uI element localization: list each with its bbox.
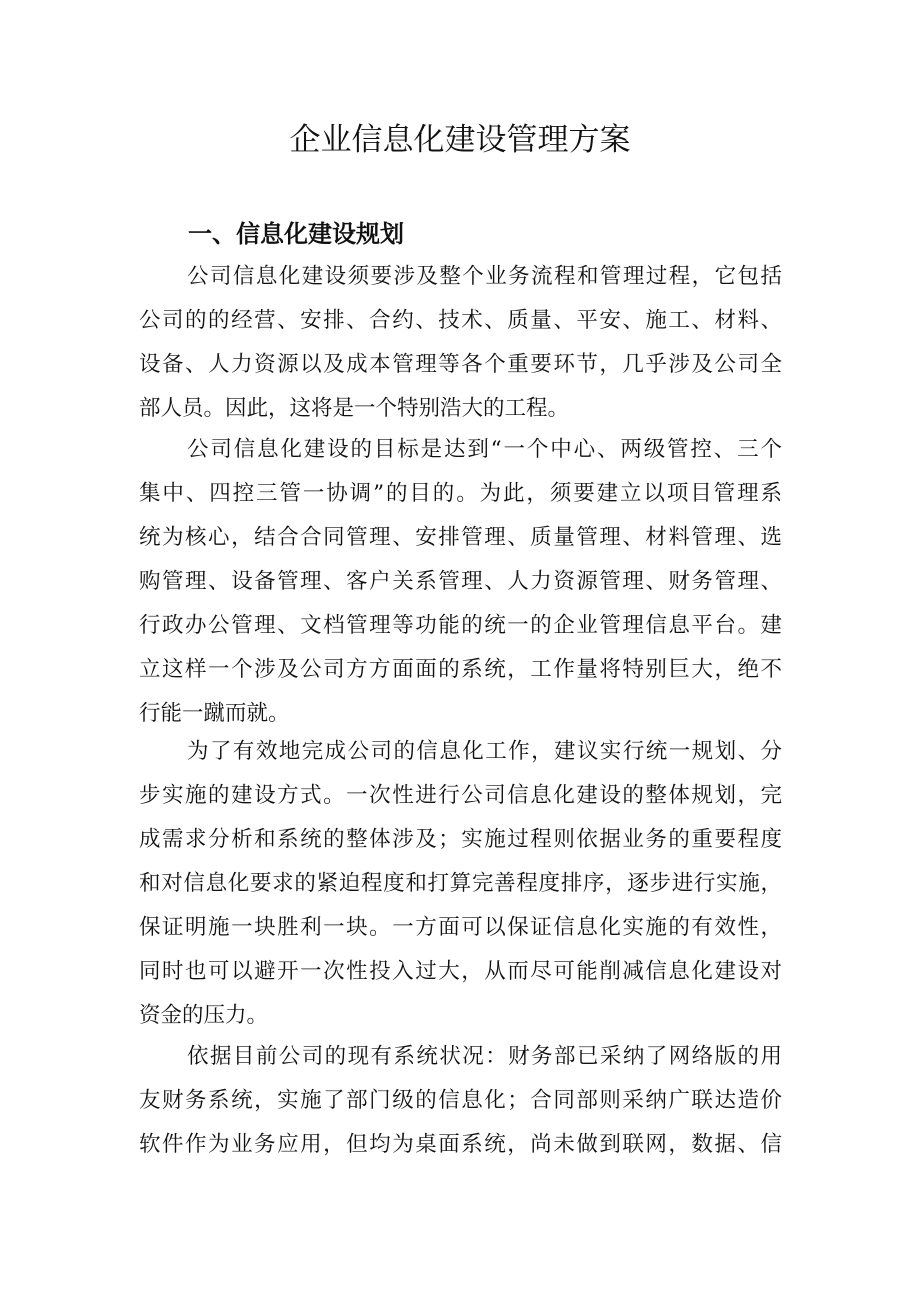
- paragraph-line: 和对信息化要求的紧迫程度和打算完善程度排序，逐步进行实施，: [139, 871, 782, 896]
- paragraph-line: 软件作为业务应用，但均为桌面系统，尚未做到联网，数据、信: [139, 1132, 782, 1157]
- paragraph-line: 资金的压力。: [139, 1003, 269, 1028]
- section-heading: 一、信息化建设规划: [188, 220, 404, 248]
- paragraph-4: [139, 1035, 782, 1167]
- paragraph-line: 友财务系统，实施了部门级的信息化；合同部则采纳广联达造价: [139, 1088, 782, 1113]
- document-title: 企业信息化建设管理方案: [289, 122, 631, 158]
- paragraph-line: 部人员。因此，这将是一个特别浩大的工程。: [139, 396, 570, 421]
- paragraph-line: 公司信息化建设须要涉及整个业务流程和管理过程，它包括: [187, 264, 782, 289]
- paragraph-line: 公司的的经营、安排、合约、技术、质量、平安、施工、材料、: [139, 308, 782, 333]
- paragraph-line: 步实施的建设方式。一次性进行公司信息化建设的整体规划，完: [139, 783, 782, 808]
- paragraph-line: 为了有效地完成公司的信息化工作，建议实行统一规划、分: [187, 739, 782, 764]
- paragraph-line: 公司信息化建设的目标是达到“一个中心、两级管控、三个: [187, 437, 782, 462]
- paragraph-line: 行政办公管理、文档管理等功能的统一的企业管理信息平台。建: [139, 613, 782, 638]
- paragraph-line: 依据目前公司的现有系统状况：财务部已采纳了网络版的用: [187, 1044, 782, 1069]
- paragraph-line: 集中、四控三管一协调”的目的。为此，须要建立以项目管理系: [139, 481, 782, 506]
- paragraph-line: 购管理、设备管理、客户关系管理、人力资源管理、财务管理、: [139, 569, 782, 594]
- paragraph-line: 立这样一个涉及公司方方面面的系统，工作量将特别巨大，绝不: [139, 657, 782, 682]
- paragraph-3: [139, 730, 782, 1038]
- paragraph-line: 保证明施一块胜利一块。一方面可以保证信息化实施的有效性，: [139, 915, 782, 940]
- paragraph-line: 统为核心，结合合同管理、安排管理、质量管理、材料管理、选: [139, 525, 782, 550]
- paragraph-1: [139, 255, 782, 431]
- paragraph-line: 成需求分析和系统的整体涉及；实施过程则依据业务的重要程度: [139, 827, 782, 852]
- paragraph-line: 行能一蹴而就。: [139, 701, 290, 726]
- paragraph-2: [139, 428, 782, 736]
- paragraph-line: 设备、人力资源以及成本管理等各个重要环节，几乎涉及公司全: [139, 352, 782, 377]
- paragraph-line: 同时也可以避开一次性投入过大，从而尽可能削减信息化建设对: [139, 959, 782, 984]
